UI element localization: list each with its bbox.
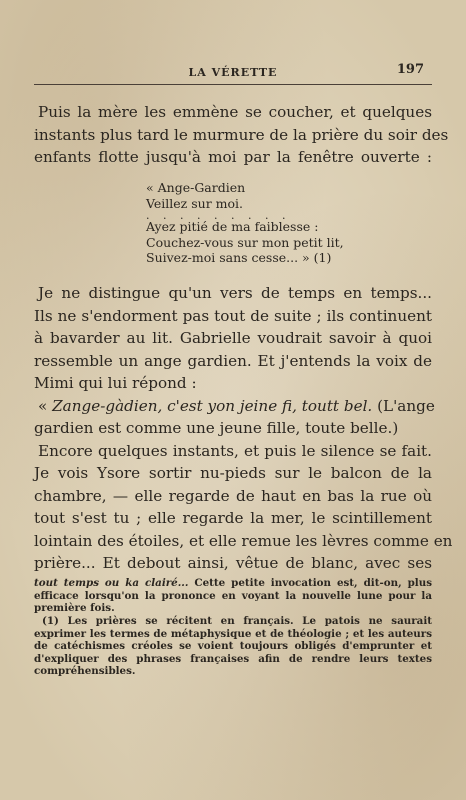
text-line: enfants flotte jusqu'à moi par la fenêtre ouverte : — [34, 148, 432, 166]
text-line: Encore quelques instants, et puis le silence se fait. — [38, 441, 432, 460]
text-line: Mimi qui lui répond : — [34, 374, 197, 392]
text-line: Ils ne s'endorment pas tout de suite ; ils continuent — [34, 306, 432, 325]
text-line: tout s'est tu ; elle regarde la mer, le scintillement — [34, 509, 432, 527]
text-line: prière... Et debout ainsi, vêtue de blanc, avec ses — [34, 554, 432, 572]
text-line: instants plus tard le murmure de la prière du soir des — [34, 125, 449, 144]
footnote-a — [34, 577, 432, 615]
footnote-line: de catéchismes créoles se voient toujours obligés d'emprunter et — [34, 640, 432, 653]
header-rule — [34, 84, 432, 85]
prayer-verse-a — [146, 180, 245, 211]
text-line: Puis la mère les emmène se coucher, et quelques — [38, 103, 432, 121]
verse-line: Veillez sur moi. — [146, 195, 243, 211]
footnote-line: (1) Les prières se récitent en français. Le patois ne saurait — [42, 615, 432, 627]
prayer-verse-b — [146, 219, 344, 266]
paragraph-1 — [34, 101, 449, 169]
running-header — [34, 60, 432, 84]
footnote-text: Cette petite invocation est, dit-on, plus — [188, 577, 432, 589]
translation-start: (L'ange — [372, 396, 435, 415]
running-title: LA VÉRETTE — [188, 66, 278, 79]
translation-line: gardien est comme une jeune fille, toute belle.) — [34, 419, 399, 437]
footnote-line: d'expliquer des phrases françaises afin de rendre leurs textes — [34, 652, 432, 665]
text-line: chambre, — elle regarde de haut en bas la rue où — [34, 486, 432, 505]
text-line: Je vois Ysore sortir nu-pieds sur le balcon de la — [34, 464, 432, 482]
paragraph-2 — [34, 282, 453, 575]
footnote-line: première fois. — [34, 602, 115, 615]
footnote-line — [34, 577, 432, 590]
text-line: à bavarder au lit. Gabrielle voudrait savoir à quoi — [34, 329, 432, 347]
verse-line: Ayez pitié de ma faiblesse : — [146, 219, 319, 234]
verse-line: Couchez-vous sur mon petit lit, — [146, 234, 344, 250]
verse-line: « Ange-Gardien — [146, 180, 246, 195]
footnote-term: tout temps ou ka clairé... — [34, 577, 189, 589]
footnote-line: compréhensibles. — [34, 665, 136, 678]
text-line: Je ne distingue qu'un vers de temps en temps... — [38, 284, 432, 302]
text-line: lointain des étoiles, et elle remue les lèvres comme en — [34, 531, 453, 550]
ellipsis-dots: . . . . . . . . . — [146, 209, 291, 222]
creole-text: Zange-gàdien, c'est yon jeine fi, toutt bel. — [52, 396, 373, 415]
creole-quote-line — [34, 395, 435, 418]
quote-open: « — [38, 396, 53, 415]
footnote-line: efficace lorsqu'on la prononce en voyant la nouvelle lune pour la — [34, 589, 432, 602]
text-line: ressemble un ange gardien. Et j'entends la voix de — [34, 351, 432, 370]
footnote-1 — [34, 615, 432, 678]
footnote-line: exprimer les termes de métaphysique et de théologie ; et les auteurs — [34, 627, 432, 640]
page-number: 197 — [396, 62, 424, 77]
verse-line: Suivez-moi sans cesse... » (1) — [146, 250, 332, 265]
